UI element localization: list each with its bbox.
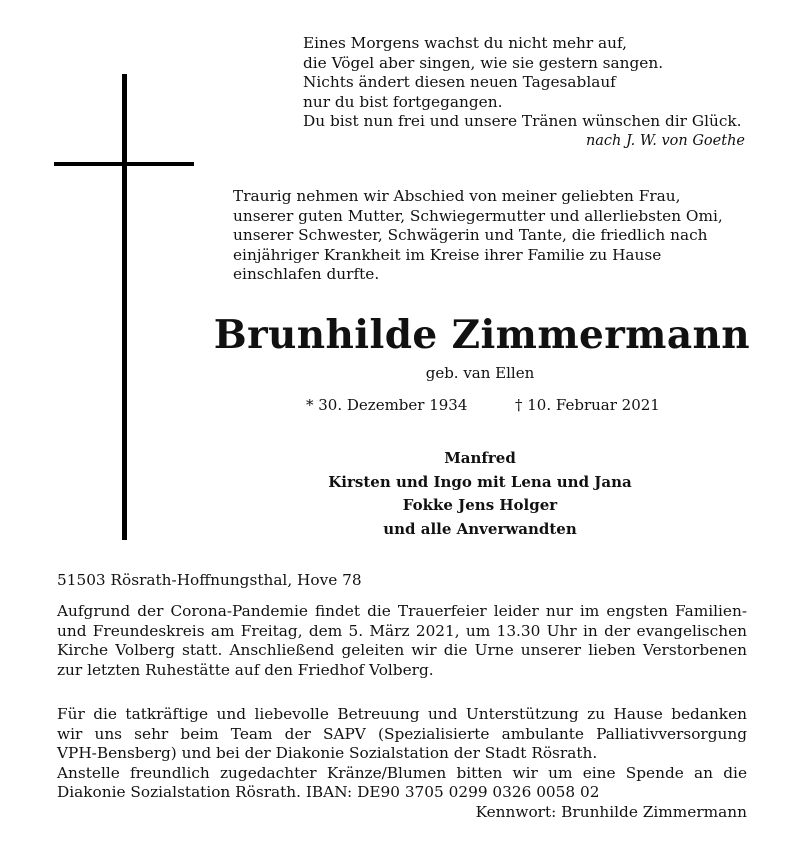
cross-vertical-bar [122, 74, 127, 540]
thanks-line: VPH-Bensberg) und bei der Diakonie Sozialstation der Stadt Rösrath. [57, 744, 598, 762]
thanks-text [57, 705, 747, 822]
poem-attribution: nach J. W. von Goethe [585, 132, 745, 149]
funeral-info-line: Kirche Volberg statt. Anschließend geleiten wir die Urne unserer lieben Verstorbenen [57, 641, 747, 659]
intro-line: einschlafen durfte. [233, 265, 380, 283]
mourner-line: und alle Anverwandten [383, 519, 577, 538]
poem-line: nur du bist fortgegangen. [303, 92, 503, 111]
maiden-name: geb. van Ellen [425, 364, 535, 382]
intro-line: unserer Schwester, Schwägerin und Tante, die friedlich nach [233, 226, 708, 244]
death-date: † 10. Februar 2021 [515, 396, 660, 414]
funeral-info-line: zur letzten Ruhestätte auf den Friedhof Volberg. [57, 660, 434, 679]
thanks-line: Diakonie Sozialstation Rösrath. IBAN: DE90 3705 0299 0326 0058 02 [57, 783, 600, 801]
mourner-line: Kirsten und Ingo mit Lena und Jana [328, 472, 632, 491]
deceased-name: Brunhilde Zimmermann [213, 312, 750, 358]
poem [303, 34, 748, 151]
address: 51503 Rösrath-Hoffnungsthal, Hove 78 [57, 571, 362, 589]
funeral-info-line: Aufgrund der Corona-Pandemie findet die Trauerfeier leider nur im engsten Familien- [57, 602, 747, 620]
funeral-info [57, 602, 747, 680]
thanks-line: Für die tatkräftige und liebevolle Betreuung und Unterstützung zu Hause bedanken [57, 705, 747, 723]
donation-keyword: Kennwort: Brunhilde Zimmermann [475, 802, 747, 821]
poem-line: Eines Morgens wachst du nicht mehr auf, [303, 34, 627, 52]
intro-line: unserer guten Mutter, Schwiegermutter und allerliebsten Omi, [233, 206, 723, 225]
thanks-line: Anstelle freundlich zugedachter Kränze/Blumen bitten wir um eine Spende an die [57, 763, 747, 782]
thanks-line: wir uns sehr beim Team der SAPV (Spezialisierte ambulante Palliativversorgung [57, 724, 747, 743]
cross-horizontal-bar [54, 162, 194, 166]
intro-line: einjähriger Krankheit im Kreise ihrer Familie zu Hause [233, 245, 662, 264]
intro-text [233, 187, 748, 285]
intro-line: Traurig nehmen wir Abschied von meiner geliebten Frau, [233, 187, 681, 205]
poem-line: Nichts ändert diesen neuen Tagesablauf [303, 73, 616, 91]
mourners-list [300, 447, 660, 541]
mourner-line: Fokke Jens Holger [402, 496, 558, 514]
birth-date: * 30. Dezember 1934 [306, 396, 468, 414]
poem-line: die Vögel aber singen, wie sie gestern sangen. [303, 53, 664, 72]
funeral-info-line: und Freundeskreis am Freitag, dem 5. März 2021, um 13.30 Uhr in der evangelischen [57, 621, 747, 640]
mourner-line: Manfred [444, 449, 516, 467]
poem-line: Du bist nun frei und unsere Tränen wünschen dir Glück. [303, 112, 742, 130]
